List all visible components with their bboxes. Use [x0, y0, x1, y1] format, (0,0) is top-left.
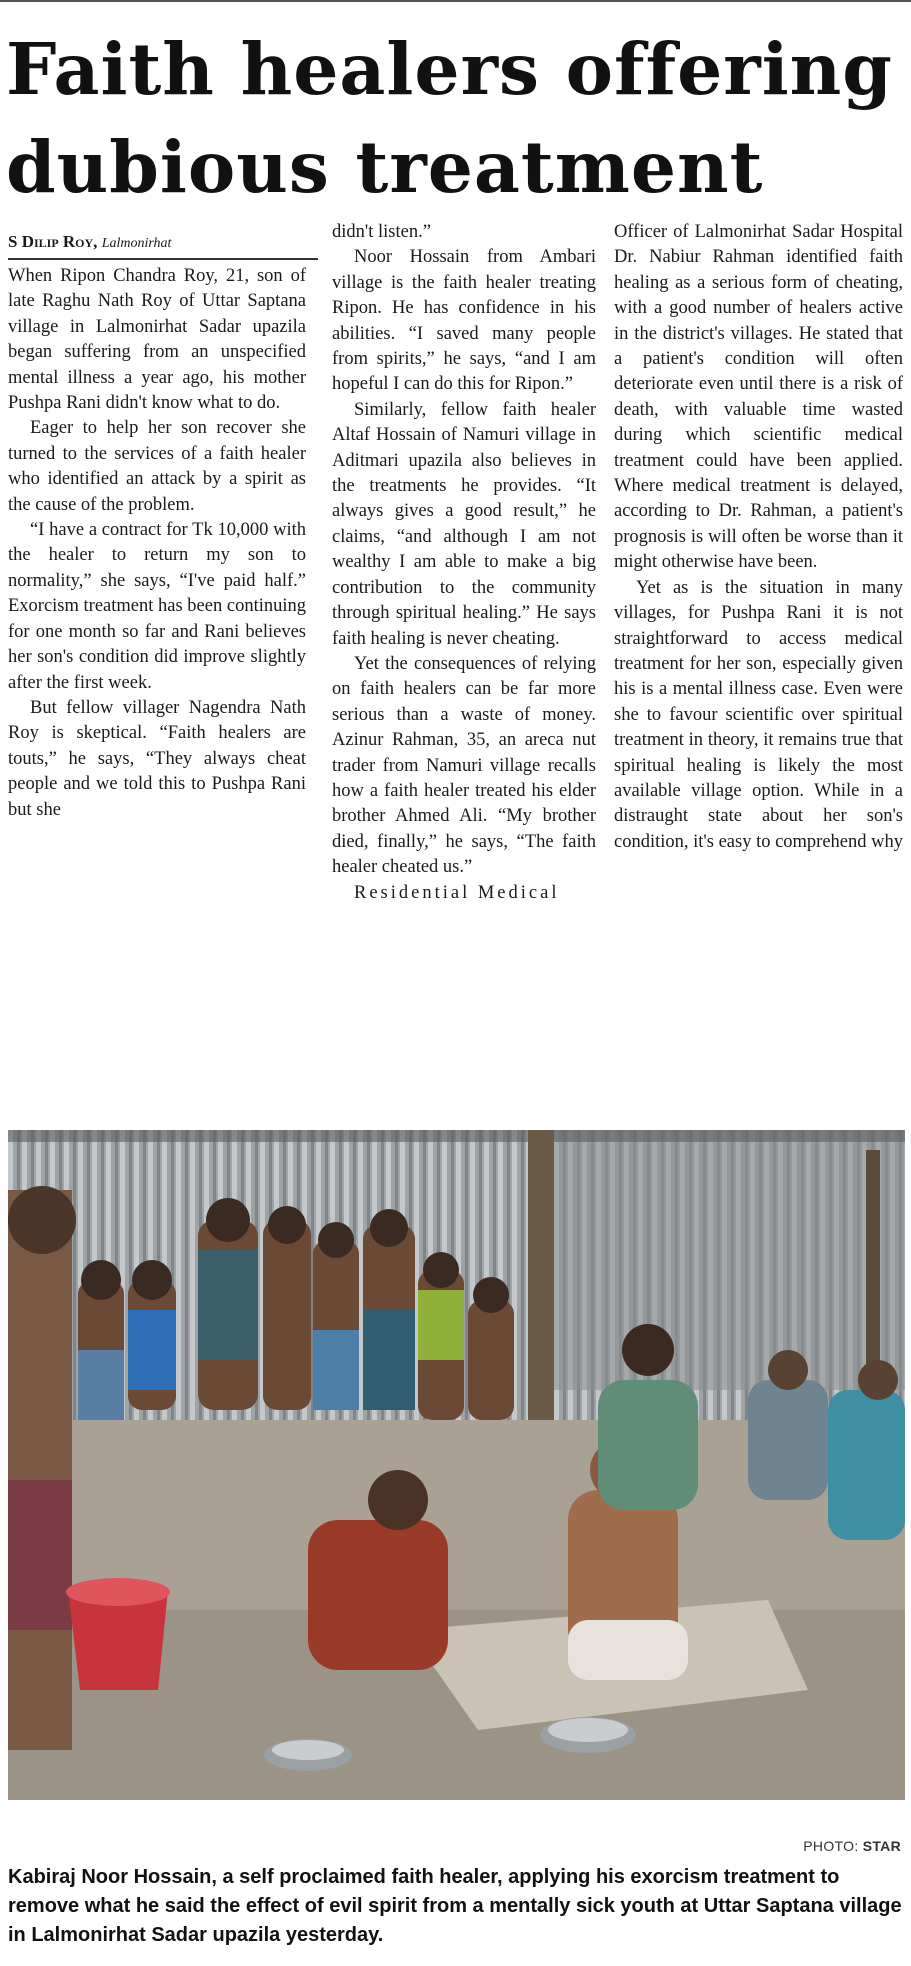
paragraph: Residential Medical	[354, 882, 560, 903]
paragraph: didn't listen.”	[332, 222, 431, 242]
photo-credit-prefix: PHOTO:	[803, 1838, 859, 1854]
paragraph: Eager to help her son recover she turned to the services of a faith healer who identified an attack by a spirit as the cause of the problem.	[8, 418, 306, 515]
byline-author: S Dilip Roy,	[8, 232, 98, 251]
headline: Faith healers offering dubious treatment	[6, 27, 893, 209]
paragraph: Similarly, fellow faith healer Altaf Hossain of Namuri village in Aditmari upazila also believes in the treatments he provides. “It always gives a good result,” he claims, “and although I am not wealthy I am able to make a big contribution to the community through spiritual healing.” He says faith healing is never cheating.	[332, 399, 596, 649]
paragraph: Officer of Lalmonirhat Sadar Hospital Dr. Nabiur Rahman identified faith healing as a serious form of cheating, with a good number of healers active in the district's villages. He stated that a patient's condition will often deteriorate even until there is a risk of death, with valuable time wasted during which scientific medical treatment could have been applied. Where medical treatment is delayed, according to Dr. Rahman, a patient's prognosis is will often be worse than it might otherwise have been.	[614, 222, 903, 573]
news-photo	[8, 1130, 905, 1800]
photo-caption: Kabiraj Noor Hossain, a self proclaimed faith healer, applying his exorcism treatment to remove what he said the effect of evil spirit from a mentally sick youth at Uttar Saptana village in Lalmonirhat Sadar upazila yesterday.	[8, 1866, 902, 1946]
paragraph: But fellow villager Nagendra Nath Roy is skeptical. “Faith healers are touts,” he says, “They always cheat people and we told this to Pushpa Rani but she	[8, 697, 306, 820]
byline	[8, 232, 308, 252]
photo-credit	[803, 1838, 901, 1854]
article-column-3	[614, 220, 903, 855]
byline-location: Lalmonirhat	[101, 236, 172, 251]
byline-rule	[8, 258, 318, 260]
paragraph: “I have a contract for Tk 10,000 with the healer to return my son to normality,” she says, “I've paid half.” Exorcism treatment has been continuing for one month so far and Rani believes her son's condition did improve slightly after the first week.	[8, 520, 306, 693]
top-rule	[0, 0, 911, 2]
article-column-2	[332, 220, 596, 906]
paragraph: Yet the consequences of relying on faith healers can be far more serious than a waste of money. Azinur Rahman, 35, an areca nut trader from Namuri village recalls how a faith healer treated his elder brother Ahmed Ali. “My brother died, finally,” he says, “The faith healer cheated us.”	[332, 653, 596, 878]
article-column-1	[8, 264, 306, 823]
photo-credit-source: STAR	[862, 1838, 901, 1854]
paragraph: Noor Hossain from Ambari village is the faith healer treating Ripon. He has confidence in his abilities. “I saved many people from spirits,” he says, “and I am hopeful I can do this for Ripon.”	[332, 247, 596, 395]
paragraph: When Ripon Chandra Roy, 21, son of late Raghu Nath Roy of Uttar Saptana village in Lalmonirhat Sadar upazila began suffering from an unspecified mental illness a year ago, his mother Pushpa Rani didn't know what to do.	[8, 266, 306, 414]
paragraph: Yet as is the situation in many villages, for Pushpa Rani it is not straightforward to access medical treatment for her son, especially given his is a mental illness case. Even were she to favour scientific over spiritual treatment in theory, it remains true that spiritual healing is likely the most available village option. While in a distraught state about her son's condition, it's easy to comprehend why	[614, 577, 903, 852]
